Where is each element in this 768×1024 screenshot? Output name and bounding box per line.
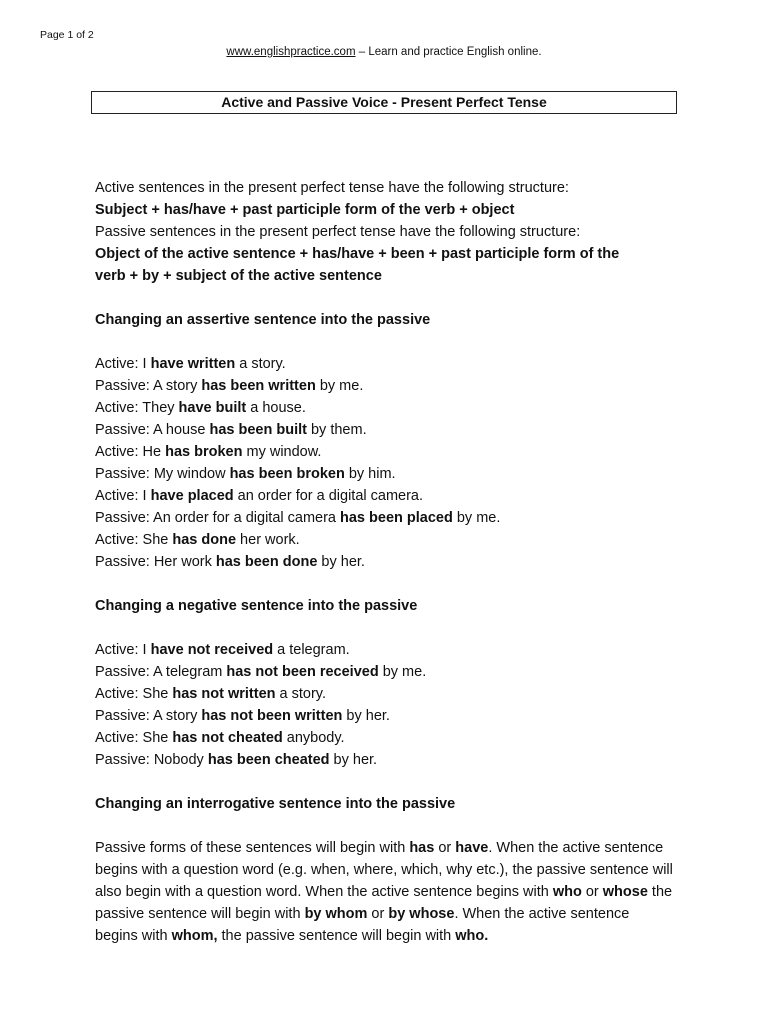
active-structure-formula: Subject + has/have + past participle form of the verb + object <box>95 202 515 218</box>
negative-examples <box>95 639 675 771</box>
passive-structure-intro: Passive sentences in the present perfect tense have the following structure: <box>95 224 581 240</box>
example-line: Active: He has broken my window. <box>95 444 322 460</box>
example-line: Active: They have built a house. <box>95 400 306 416</box>
example-line: Active: I have written a story. <box>95 356 286 372</box>
example-line: Active: She has done her work. <box>95 532 300 548</box>
example-line: Passive: A telegram has not been received by me. <box>95 664 427 680</box>
assertive-heading: Changing an assertive sentence into the passive <box>95 312 431 328</box>
document-body <box>95 177 675 947</box>
example-line: Active: I have not received a telegram. <box>95 642 350 658</box>
example-line: Passive: An order for a digital camera has been placed by me. <box>95 510 501 526</box>
active-structure-intro: Active sentences in the present perfect tense have the following structure: <box>95 180 569 196</box>
site-link[interactable]: www.englishpractice.com <box>226 46 356 58</box>
example-line: Passive: A house has been built by them. <box>95 422 367 438</box>
example-line: Active: She has not cheated anybody. <box>95 730 345 746</box>
passive-structure-formula-line-1: Object of the active sentence + has/have + been + past participle form of the <box>95 246 620 262</box>
example-line: Active: She has not written a story. <box>95 686 326 702</box>
passive-structure-formula-line-2: verb + by + subject of the active sentence <box>95 268 382 284</box>
site-header <box>0 46 768 58</box>
example-line: Passive: Nobody has been cheated by her. <box>95 752 378 768</box>
interrogative-paragraph: Passive forms of these sentences will begin with has or have. When the active sentence begins with a question word (e.g. when, where, which, why etc.), the passive sentence will also begin with a question word. When the active sentence begins with who or whose the passive sentence will begin with by whom or by whose. When the active sentence begins with whom, the passive sentence will begin with who. <box>95 840 673 944</box>
page-number: Page 1 of 2 <box>40 29 94 41</box>
assertive-examples <box>95 353 675 573</box>
example-line: Passive: My window has been broken by him. <box>95 466 396 482</box>
example-line: Passive: A story has not been written by her. <box>95 708 390 724</box>
site-tagline: – Learn and practice English online. <box>355 46 542 58</box>
page-title: Active and Passive Voice - Present Perfect Tense <box>91 91 677 114</box>
example-line: Active: I have placed an order for a digital camera. <box>95 488 424 504</box>
example-line: Passive: A story has been written by me. <box>95 378 364 394</box>
negative-heading: Changing a negative sentence into the passive <box>95 598 418 614</box>
example-line: Passive: Her work has been done by her. <box>95 554 365 570</box>
interrogative-heading: Changing an interrogative sentence into the passive <box>95 796 456 812</box>
